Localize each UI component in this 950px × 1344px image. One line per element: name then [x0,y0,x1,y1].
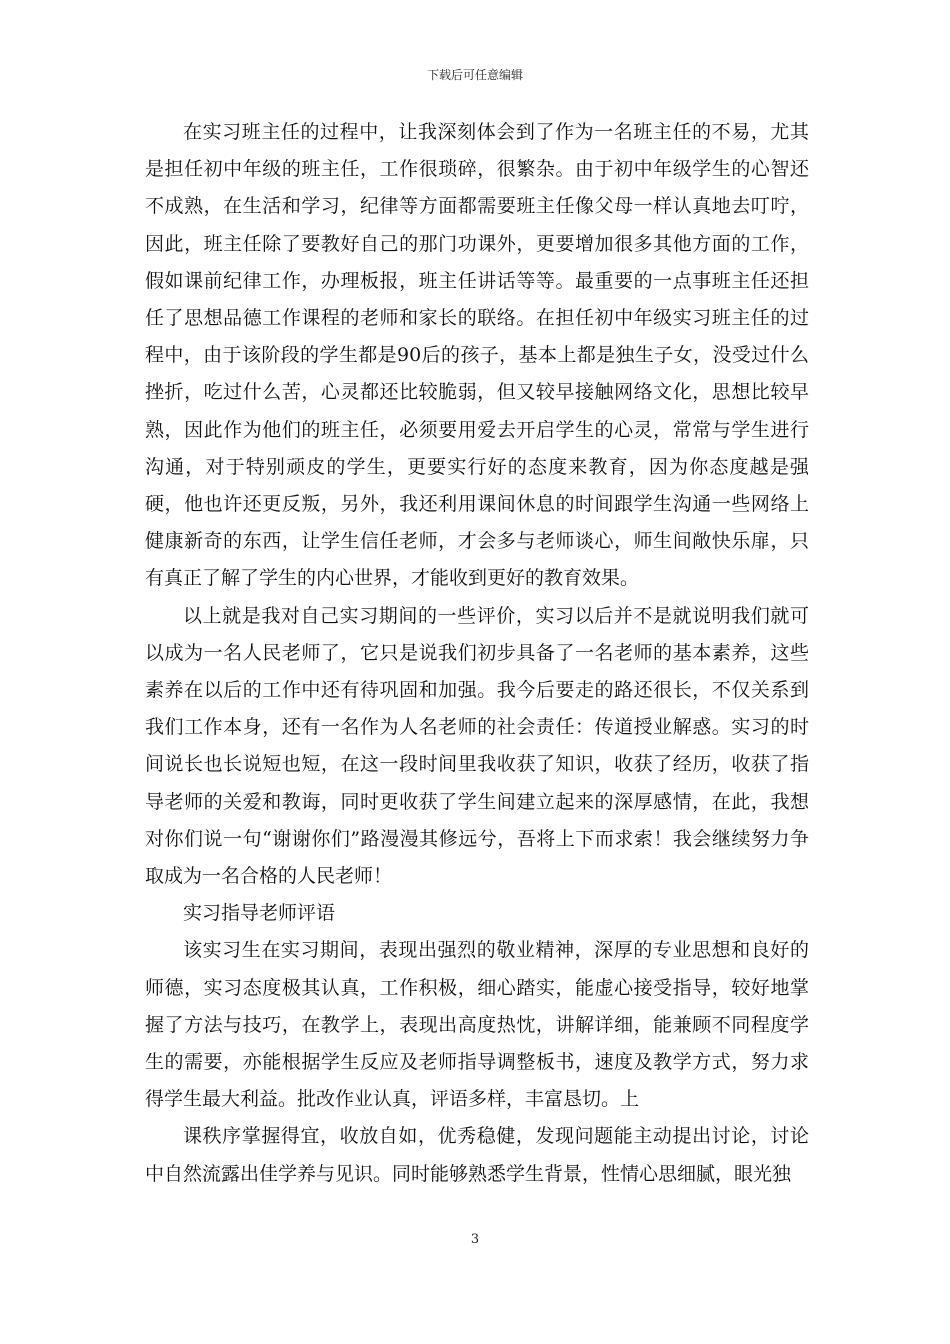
page-number: 3 [470,1232,480,1247]
paragraph-advisor-comments-2: 课秩序掌握得宜，收放自如，优秀稳健，发现问题能主动提出讨论，讨论中自然流露出佳学养与见识。同时能够熟悉学生背景，性情心思细腻，眼光独 [145,1125,809,1185]
paragraph-class-teacher-experience: 在实习班主任的过程中，让我深刻体会到了作为一名班主任的不易，尤其是担任初中年级的班主任，工作很琐碎，很繁杂。由于初中年级学生的心智还不成熟，在生活和学习，纪律等方面都需要班主任像父母一样认真地去叮咛，因此，班主任除了要教好自己的那门功课外，更要增加很多其他方面的工作，假如课前纪律工作，办理板报，班主任讲话等等。最重要的一点事班主任还担任了思想品德工作课程的老师和家长的联络。在担任初中年级实习班主任的过程中，由于该阶段的学生都是90后的孩子，基本上都是独生子女，没受过什么挫折，吃过什么苦，心灵都还比较脆弱，但又较早接触网络文化，思想比较早熟，因此作为他们的班主任，必须要用爱去开启学生的心灵，常常与学生进行沟通，对于特别顽皮的学生，更要实行好的态度来教育，因为你态度越是强硬，他也许还更反叛，另外，我还利用课间休息的时间跟学生沟通一些网络上健康新奇的东西，让学生信任老师，才会多与老师谈心，师生间敞快乐扉，只有真正了解了学生的内心世界，才能收到更好的教育效果。 [145,121,809,590]
document-body [145,114,809,1193]
paragraph-self-evaluation: 以上就是我对自己实习期间的一些评价，实习以后并不是就说明我们就可以成为一名人民老师了，它只是说我们初步具备了一名老师的基本素养，这些素养在以后的工作中还有待巩固和加强。我今后要走的路还很长，不仅关系到我们工作本身，还有一名作为人名老师的社会责任：传道授业解惑。实习的时间说长也长说短也短，在这一段时间里我收获了知识，收获了经历，收获了指导老师的关爱和教诲，同时更收获了学生间建立起来的深厚感情，在此，我想对你们说一句“谢谢你们”路漫漫其修远兮，吾将上下而求索！我会继续努力争取成为一名合格的人民老师！ [145,604,809,888]
section-heading-advisor-comments: 实习指导老师评语 [183,902,336,925]
page-header: 下载后可任意编辑 [426,68,523,82]
paragraph-advisor-comments-1: 该实习生在实习期间，表现出强烈的敬业精神，深厚的专业思想和良好的师德，实习态度极其认真，工作积极，细心踏实，能虚心接受指导，较好地掌握了方法与技巧，在教学上，表现出高度热忱，讲解详细，能兼顾不同程度学生的需要，亦能根据学生反应及老师指导调整板书，速度及教学方式，努力求得学生最大利益。批改作业认真，评语多样，丰富恳切。上 [145,939,809,1111]
